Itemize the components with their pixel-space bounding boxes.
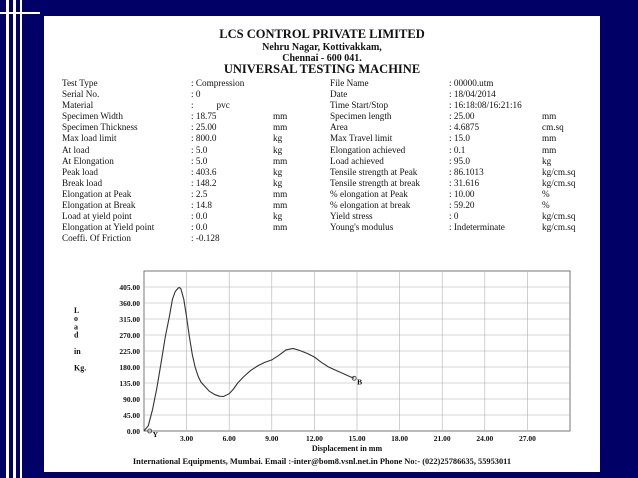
param-unit: mm <box>273 222 288 233</box>
y-tick-label: 270.00 <box>119 331 140 340</box>
parameter-row <box>62 233 592 244</box>
param-value: : 0 <box>449 211 459 222</box>
param-label: Serial No. <box>62 89 100 100</box>
y-tick-label: 45.00 <box>123 411 140 420</box>
param-label: Yield stress <box>330 211 373 222</box>
company-address-2: Chennai - 600 041. <box>282 53 362 64</box>
parameter-row <box>62 78 592 89</box>
test-parameters-table <box>62 78 592 244</box>
parameter-row <box>62 111 592 122</box>
x-tick-label: 27.00 <box>518 434 536 443</box>
param-label: Max Travel limit <box>330 133 393 144</box>
param-value: : 59.20 <box>449 200 475 211</box>
y-tick-label: 225.00 <box>119 347 140 356</box>
param-label: Specimen Width <box>62 111 123 122</box>
y-axis-label-part: o <box>74 314 78 324</box>
footer-contact: International Equipments, Mumbai. Email :-inter@bom8.vsnl.net.in Phone No:- (022)25786635, 55953011 <box>132 457 512 466</box>
y-axis-label-part: in <box>74 347 81 356</box>
param-unit: kg/cm.sq <box>542 166 576 177</box>
param-label: Tensile strength at Peak <box>330 166 418 177</box>
y-axis-label-part: Kg. <box>74 363 87 373</box>
param-label: Date <box>330 89 348 100</box>
param-label: Area <box>330 122 348 133</box>
param-label: Load achieved <box>330 155 384 166</box>
param-label: Elongation at Yield point <box>62 222 155 233</box>
param-value: : 148.2 <box>191 177 217 188</box>
stripe-3 <box>20 0 22 478</box>
param-label: Time Start/Stop <box>330 100 389 111</box>
stripe-2 <box>13 0 16 478</box>
param-value: : 00000.utm <box>449 78 494 88</box>
parameter-row <box>62 89 592 100</box>
parameter-row <box>62 133 592 144</box>
y-tick-label: 405.00 <box>119 283 140 292</box>
y-tick-label: 315.00 <box>119 315 140 324</box>
stripe-h <box>0 12 40 14</box>
decorative-stripes <box>0 0 40 478</box>
param-label: Specimen Thickness <box>62 122 138 133</box>
param-unit: mm <box>273 200 288 211</box>
param-label: Break load <box>62 177 103 188</box>
company-address-1: Nehru Nagar, Kottivakkam, <box>262 42 382 53</box>
param-value: : 800.0 <box>191 133 217 144</box>
x-tick-label: 6.00 <box>222 434 236 443</box>
param-unit: mm <box>273 122 288 133</box>
param-unit: kg <box>542 155 552 166</box>
parameter-row <box>62 167 592 178</box>
parameter-row <box>62 189 592 200</box>
test-report-document <box>44 16 600 472</box>
param-value: : pvc <box>191 100 230 111</box>
param-value: : 0.0 <box>191 211 208 222</box>
parameter-row <box>62 178 592 189</box>
x-tick-label: 18.00 <box>391 434 409 443</box>
param-unit: kg <box>273 133 283 144</box>
report-title: UNIVERSAL TESTING MACHINE <box>223 62 421 76</box>
param-unit: mm <box>542 144 557 155</box>
parameter-row <box>62 122 592 133</box>
param-unit: kg <box>273 166 283 177</box>
param-unit: kg <box>273 211 283 222</box>
stripe-1 <box>6 0 9 478</box>
point-marker-label: B <box>357 377 363 387</box>
y-axis-label-part: d <box>74 330 79 340</box>
param-unit: kg <box>273 144 283 155</box>
param-value: : 403.6 <box>191 166 217 177</box>
x-tick-label: 24.00 <box>476 434 494 443</box>
parameter-row <box>62 211 592 222</box>
param-unit: % <box>542 188 550 199</box>
x-tick-label: 3.00 <box>180 434 194 443</box>
param-label: At load <box>62 144 90 155</box>
param-label: Elongation achieved <box>330 144 406 155</box>
param-label: Young's modulus <box>330 222 394 233</box>
param-label: Coeffi. Of Friction <box>62 233 131 244</box>
param-unit: kg <box>273 177 283 188</box>
load-displacement-chart <box>68 263 578 453</box>
param-value: : 10.00 <box>449 188 475 199</box>
param-value: : 18.75 <box>191 111 217 122</box>
load-displacement-chart-svg <box>68 263 578 453</box>
x-tick-label: 15.00 <box>348 434 366 443</box>
param-label: Test Type <box>62 78 98 88</box>
param-value: : 25.00 <box>191 122 217 133</box>
param-value: : Compression <box>191 78 245 88</box>
param-value: : 86.1013 <box>449 166 484 177</box>
param-unit: cm.sq <box>542 122 564 133</box>
parameter-row <box>62 145 592 156</box>
param-label: Material <box>62 100 94 111</box>
param-unit: mm <box>273 188 288 199</box>
param-label: Tensile strength at break <box>330 177 420 188</box>
param-value: : 25.00 <box>449 111 475 122</box>
param-unit: mm <box>542 111 557 122</box>
param-value: : 0.0 <box>191 222 208 233</box>
param-value: : 14.8 <box>191 200 212 211</box>
y-tick-label: 90.00 <box>123 395 140 404</box>
parameter-row <box>62 200 592 211</box>
param-value: : 0.1 <box>449 144 466 155</box>
y-tick-label: 360.00 <box>119 299 140 308</box>
param-label: Load at yield point <box>62 211 132 222</box>
param-label: Specimen length <box>330 111 392 122</box>
y-axis-label-part: L <box>74 306 80 315</box>
y-axis-label-part: a <box>74 322 78 332</box>
param-unit: kg/cm.sq <box>542 222 576 233</box>
param-label: Elongation at Break <box>62 200 136 211</box>
x-tick-label: 21.00 <box>433 434 451 443</box>
param-value: : 95.0 <box>449 155 470 166</box>
y-tick-label: 135.00 <box>119 379 140 388</box>
param-value: : 5.0 <box>191 155 208 166</box>
param-value: : 4.6875 <box>449 122 480 133</box>
parameter-row <box>62 222 592 233</box>
parameter-row <box>62 100 592 111</box>
param-label: At Elongation <box>62 155 114 166</box>
param-label: Elongation at Peak <box>62 188 132 199</box>
param-value: : 15.0 <box>449 133 470 144</box>
param-label: File Name <box>330 78 369 88</box>
param-unit: mm <box>273 111 288 122</box>
y-tick-label: 180.00 <box>119 363 140 372</box>
parameter-row <box>62 156 592 167</box>
param-unit: kg/cm.sq <box>542 211 576 222</box>
param-unit: mm <box>273 155 288 166</box>
param-value: : 18/04/2014 <box>449 89 496 100</box>
param-value: : Indeterminate <box>449 222 505 233</box>
param-label: % elongation at break <box>330 200 411 211</box>
x-tick-label: 9.00 <box>265 434 279 443</box>
param-label: Peak load <box>62 166 98 177</box>
point-marker-label: Y <box>152 430 159 439</box>
x-tick-label: 12.00 <box>305 434 323 443</box>
param-value: : 2.5 <box>191 188 208 199</box>
x-axis-label: Displacement in mm <box>311 444 383 453</box>
param-label: Max load limit <box>62 133 117 144</box>
param-label: % elongation at Peak <box>330 188 408 199</box>
param-value: : 31.616 <box>449 177 480 188</box>
param-unit: kg/cm.sq <box>542 177 576 188</box>
param-unit: mm <box>542 133 557 144</box>
param-unit: % <box>542 200 550 211</box>
y-tick-label: 0.00 <box>126 427 140 436</box>
param-value: : 0 <box>191 89 201 100</box>
param-value: : 5.0 <box>191 144 208 155</box>
company-name: LCS CONTROL PRIVATE LIMITED <box>219 27 425 41</box>
param-value: : -0.128 <box>191 233 220 244</box>
param-value: : 16:18:08/16:21:16 <box>449 100 522 111</box>
